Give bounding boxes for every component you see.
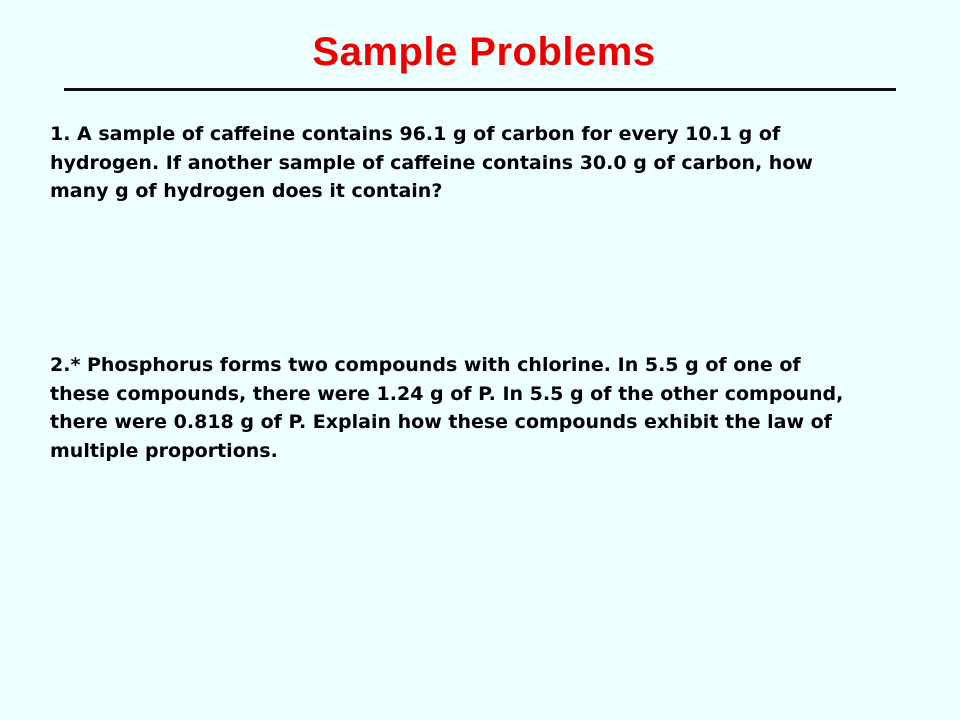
slide-title: Sample Problems (312, 30, 656, 74)
problem-2-text: 2.* Phosphorus forms two compounds with chlorine. In 5.5 g of one of these compounds, there were 1.24 g of P. In 5.5 g of the other compound, there were 0.818 g of P. Explain how these compounds exhibit the law of multiple proportions. (50, 354, 844, 462)
problem-1-text: 1. A sample of caffeine contains 96.1 g of carbon for every 10.1 g of hydrogen. If another sample of caffeine contains 30.0 g of carbon, how many g of hydrogen does it contain? (50, 123, 813, 202)
title-underline (64, 88, 896, 91)
